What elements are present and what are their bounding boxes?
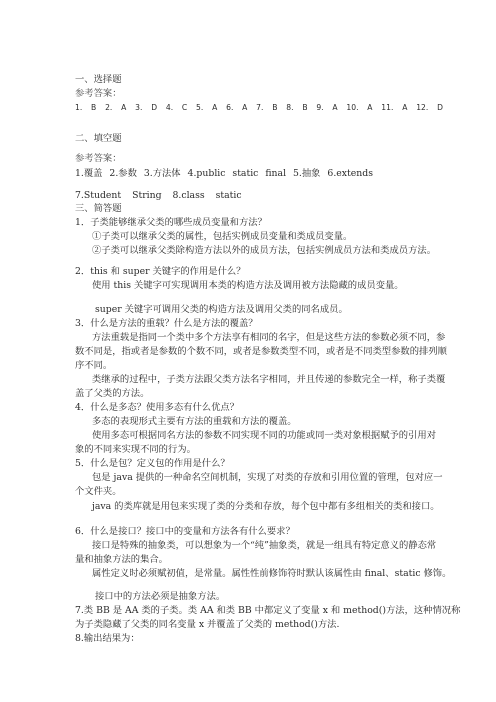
- q4-answer-b-line-1: 使用多态可根据同名方法的参数不同实现不同的功能或同一类对象根据赋予的引用对: [92, 430, 436, 441]
- q3-answer-a-line-2: 数不同是，指或者是参数的个数不同，或者是参数类型不同，或者是不同类型参数的排列顺: [75, 346, 447, 357]
- question-5: 5．什么是包？定义包的作用是什么？: [75, 458, 230, 469]
- section-short-answer-title: 三、简答题: [75, 203, 122, 214]
- q5-answer-b: java 的类库就是用包来实现了类的分类和存放，每个包中都有多组相关的类和接口。: [92, 501, 440, 512]
- q3-answer-b-line-1: 类继承的过程中，子类方法跟父类方法名字相同，并且传递的参数完全一样，称子类覆: [92, 374, 446, 385]
- question-7-line-1: 7.类 BB 是 AA 类的子类。类 AA 和类 BB 中都定义了变量 x 和 method()方法，这种情况称: [75, 605, 461, 616]
- q1-answer-a: ①子类可以继承父类的属性，包括实例成员变量和类成员变量。: [92, 231, 353, 242]
- q2-answer-b: super 关键字可调用父类的构造方法及调用父类的同名成员。: [95, 304, 348, 315]
- q3-answer-a-line-1: 方法重载是指同一个类中多个方法享有相同的名字，但是这些方法的参数必须不同，参: [92, 332, 446, 343]
- section-choice-title: 一、选择题: [75, 74, 122, 85]
- question-8: 8.输出结果为：: [75, 633, 140, 644]
- fill-answers-line-1: 1.覆盖 2.参数 3.方法体 4.public static final 5.抽象 6.extends: [75, 168, 373, 179]
- q2-answer-a: 使用 this 关键字可实现调用本类的构造方法及调用被方法隐藏的成员变量。: [92, 280, 404, 291]
- question-3: 3．什么是方法的重载？什么是方法的覆盖？: [75, 318, 258, 329]
- q6-answer-c: 接口中的方法必须是抽象方法。: [95, 591, 226, 602]
- question-1: 1．子类能够继承父类的哪些成员变量和方法？: [75, 217, 267, 228]
- choice-answers: 1. B 2. A 3. D 4. C 5. A 6. A 7. B 8. B 9. A 10. A 11. A 12. D: [75, 103, 443, 112]
- q4-answer-a: 多态的表现形式主要有方法的重载和方法的覆盖。: [92, 416, 297, 427]
- q5-answer-a-line-2: 个文件夹。: [75, 486, 122, 497]
- question-6: 6．什么是接口？接口中的变量和方法各有什么要求？: [75, 526, 295, 537]
- question-2: 2．this 和 super 关键字的作用是什么？: [75, 266, 246, 277]
- q5-answer-a-line-1: 包是 java 提供的一种命名空间机制，实现了对类的存放和引用位置的管理，包对应一: [92, 472, 443, 483]
- q3-answer-b-line-2: 盖了父类的方法。: [75, 388, 150, 399]
- q4-answer-b-line-2: 象的不同来实现不同的行为。: [75, 444, 196, 455]
- q1-answer-b: ②子类可以继承父类除构造方法以外的成员方法，包括实例成员方法和类成员方法。: [92, 245, 436, 256]
- q6-answer-b: 属性定义时必须赋初值，是常量。属性性前修饰符时默认该属性由 final、static 修饰。: [92, 568, 452, 579]
- question-7-line-2: 为子类隐藏了父类的同名变量 x 并覆盖了父类的 method()方法.: [75, 619, 340, 630]
- question-4: 4．什么是多态？使用多态有什么优点？: [75, 402, 239, 413]
- fill-answers-line-2: 7.Student String 8.class static: [75, 190, 242, 201]
- section-fill-title: 二、填空题: [75, 133, 122, 144]
- fill-reference-label: 参考答案：: [75, 153, 122, 164]
- q6-answer-a-line-1: 接口是特殊的抽象类，可以想象为一个“纯”抽象类，就是一组具有特定意义的静态常: [92, 540, 437, 551]
- choice-reference-label: 参考答案：: [75, 88, 122, 99]
- q6-answer-a-line-2: 量和抽象方法的集合。: [75, 554, 168, 565]
- q3-answer-a-line-3: 序不同。: [75, 360, 113, 371]
